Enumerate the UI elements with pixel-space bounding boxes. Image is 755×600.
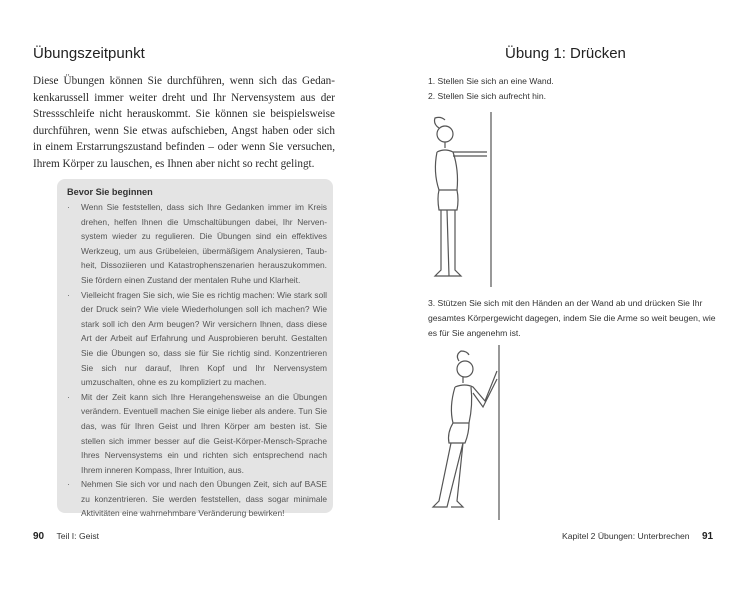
footer-chapter: Kapitel 2 Übungen: Unterbrechen <box>562 531 690 541</box>
left-heading: Übungszeitpunkt <box>33 45 145 62</box>
step-3: 3. Stützen Sie sich mit den Händen an der Wand ab und drücken Sie Ihr gesamtes Körpergewicht dagegen, indem Sie die Arme so weit beugen, wie es für Sie angenehm ist. <box>428 298 716 339</box>
info-box-list <box>57 200 333 521</box>
right-footer <box>562 531 713 542</box>
steps-top <box>428 74 554 104</box>
step-1: 1. Stellen Sie sich an eine Wand. <box>428 76 554 86</box>
page-number: 91 <box>701 531 714 542</box>
footer-section: Teil I: Geist <box>56 531 100 541</box>
list-item: · Nehmen Sie sich vor und nach den Übungen Zeit, sich auf BASE zu konzentrieren. Sie werden feststellen, dass sogar minimale Aktivitäten eine wahrnehmbare Veränderung bewirken! <box>81 477 327 521</box>
left-footer <box>33 531 99 542</box>
right-heading: Übung 1: Drücken <box>505 45 626 62</box>
info-box <box>57 179 333 519</box>
page-number: 90 <box>33 531 45 542</box>
intro-paragraph: Diese Übungen können Sie durchführen, wenn sich das Gedankenkarussell immer weiter dreht und Ihr Nervensystem aus der Stressschleife nicht herauskommt. Sie können sie beispielsweise durchführen, wenn Sie etwas aufschieben, Angst haben oder sich in einem Erstarrungszustand befinden – oder wenn Sie versuchen, Ihrem Körper zu lauschen, es Ihnen aber nicht so recht gelingt. <box>33 75 335 170</box>
list-item: · Mit der Zeit kann sich Ihre Herangehensweise an die Übungen verändern. Eventuell machen Sie einige lieber als andere. Tun Sie das, was für Ihren Geist und Ihren Körper am besten ist. Sie stellen sich immer besser auf die Geist-Körper-Mensch-Sprache Ihres Nervensystems ein und richten sich entsprechend nach Ihrem inneren Kompass, Ihrer Intuition, aus. <box>81 390 327 478</box>
step-2: 2. Stellen Sie sich aufrecht hin. <box>428 91 546 102</box>
list-item: · Wenn Sie feststellen, dass sich Ihre Gedanken immer im Kreis drehen, helfen Ihnen die Umschaltübungen dabei, Ihr Nervensystem wieder zu regulieren. Die Übungen sind ein effektives Werkzeug, um aus Grübeleien, übermäßigem Analysieren, Taubheit, Dissoziieren und Katastrophenszenarien herauszukommen. Sie fördern einen Zustand der mentalen Ruhe und Klarheit. <box>81 200 327 288</box>
list-item: · Vielleicht fragen Sie sich, wie Sie es richtig machen: Wie stark soll der Druck sein? Wie viele Wiederholungen soll ich machen? Wie stark soll ich den Arm beugen? Wir versichern Ihnen, dass diese Art der Arbeit auf Erfahrung und Ausprobieren beruht. Gestalten Sie die Übungen so, dass sie für Sie richtig sind. Konzentrieren Sie sich nur darauf, Ihren Kopf und Ihr Nervensystem umzuschalten, ohne es zu kompliziert zu machen. <box>81 288 327 390</box>
info-box-title: Bevor Sie beginnen <box>67 187 153 197</box>
standing-figure-illustration <box>425 112 495 287</box>
wall-push-figure-illustration <box>425 345 505 520</box>
